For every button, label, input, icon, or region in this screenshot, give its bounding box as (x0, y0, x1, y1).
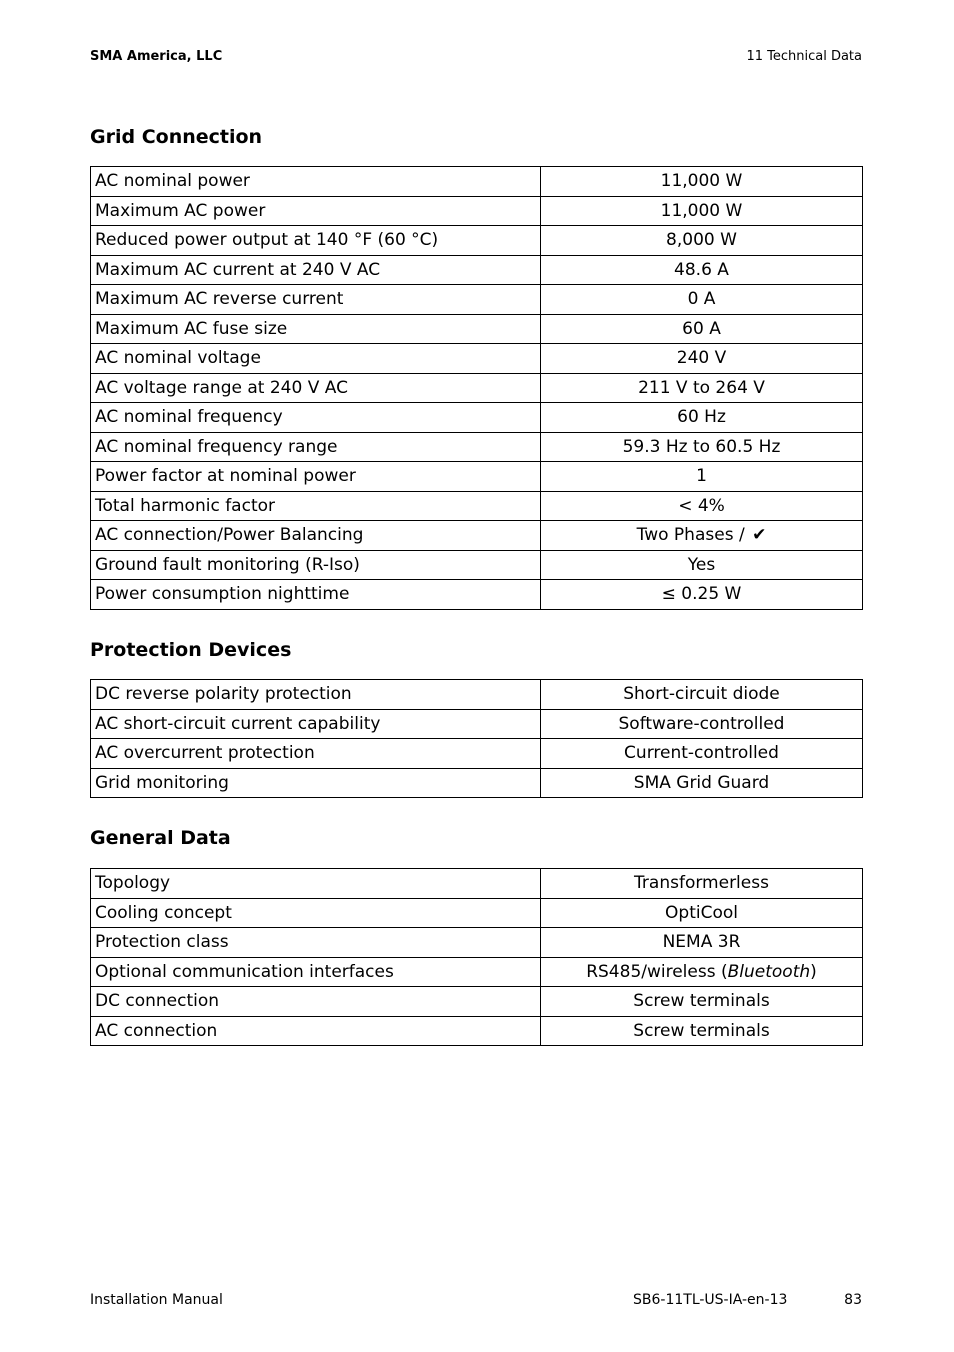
spec-value: 11,000 W (541, 167, 863, 197)
general-data-table (90, 868, 863, 1046)
spec-value (541, 521, 863, 551)
spec-value: Short-circuit diode (541, 680, 863, 710)
table-row (91, 898, 863, 928)
table-row (91, 739, 863, 769)
spec-value: Current-controlled (541, 739, 863, 769)
table-row (91, 344, 863, 374)
table-row (91, 314, 863, 344)
spec-value: 59.3 Hz to 60.5 Hz (541, 432, 863, 462)
table-row (91, 580, 863, 610)
table-row (91, 403, 863, 433)
table-row (91, 550, 863, 580)
spec-label: Total harmonic factor (91, 491, 541, 521)
spec-label: AC connection/Power Balancing (91, 521, 541, 551)
spec-label: Power consumption nighttime (91, 580, 541, 610)
spec-value: 240 V (541, 344, 863, 374)
grid-connection-table (90, 166, 863, 610)
spec-value-text: Two Phases / (636, 525, 751, 546)
spec-label: AC nominal power (91, 167, 541, 197)
table-row (91, 709, 863, 739)
spec-label: AC nominal frequency (91, 403, 541, 433)
spec-value: OptiCool (541, 898, 863, 928)
checkmark-icon: ✔ (752, 525, 767, 546)
spec-value-text-end: ) (810, 961, 817, 982)
spec-value (541, 957, 863, 987)
spec-label: AC nominal frequency range (91, 432, 541, 462)
table-row (91, 768, 863, 798)
spec-label: AC connection (91, 1016, 541, 1046)
section-title-grid-connection: Grid Connection (90, 126, 263, 148)
spec-value: Screw terminals (541, 987, 863, 1017)
spec-value: 11,000 W (541, 196, 863, 226)
spec-label: Grid monitoring (91, 768, 541, 798)
spec-value: Screw terminals (541, 1016, 863, 1046)
spec-value: Software-controlled (541, 709, 863, 739)
spec-label: DC reverse polarity protection (91, 680, 541, 710)
spec-label: AC short-circuit current capability (91, 709, 541, 739)
table-row (91, 869, 863, 899)
spec-value: Transformerless (541, 869, 863, 899)
spec-label: DC connection (91, 987, 541, 1017)
spec-value-text: RS485/wireless ( (586, 961, 728, 982)
spec-value: NEMA 3R (541, 928, 863, 958)
table-row (91, 285, 863, 315)
table-row (91, 255, 863, 285)
spec-label: AC nominal voltage (91, 344, 541, 374)
spec-value: ≤ 0.25 W (541, 580, 863, 610)
spec-value: 1 (541, 462, 863, 492)
page-number: 83 (844, 1292, 862, 1308)
table-row (91, 226, 863, 256)
spec-label: Maximum AC power (91, 196, 541, 226)
spec-value: < 4% (541, 491, 863, 521)
table-row (91, 373, 863, 403)
spec-value: SMA Grid Guard (541, 768, 863, 798)
section-title-protection-devices: Protection Devices (90, 639, 292, 661)
table-row (91, 432, 863, 462)
spec-label: Maximum AC fuse size (91, 314, 541, 344)
section-title-general-data: General Data (90, 827, 231, 849)
table-row (91, 680, 863, 710)
table-row (91, 462, 863, 492)
spec-value: 0 A (541, 285, 863, 315)
spec-value: Yes (541, 550, 863, 580)
table-row (91, 196, 863, 226)
spec-label: Protection class (91, 928, 541, 958)
spec-label: Maximum AC current at 240 V AC (91, 255, 541, 285)
company-name: SMA America, LLC (90, 49, 223, 64)
spec-value-italic: Bluetooth (727, 961, 811, 982)
spec-value: 60 A (541, 314, 863, 344)
table-row (91, 521, 863, 551)
footer-document-code: SB6-11TL-US-IA-en-13 (633, 1292, 788, 1308)
table-row (91, 491, 863, 521)
table-row (91, 987, 863, 1017)
spec-label: Optional communication interfaces (91, 957, 541, 987)
footer-manual-title: Installation Manual (90, 1292, 223, 1308)
spec-value: 8,000 W (541, 226, 863, 256)
spec-label: Reduced power output at 140 °F (60 °C) (91, 226, 541, 256)
spec-label: Ground fault monitoring (R-Iso) (91, 550, 541, 580)
spec-label: AC overcurrent protection (91, 739, 541, 769)
spec-value: 48.6 A (541, 255, 863, 285)
table-row (91, 167, 863, 197)
table-row (91, 1016, 863, 1046)
spec-label: Topology (91, 869, 541, 899)
spec-label: Cooling concept (91, 898, 541, 928)
spec-label: AC voltage range at 240 V AC (91, 373, 541, 403)
spec-label: Maximum AC reverse current (91, 285, 541, 315)
table-row (91, 928, 863, 958)
table-row (91, 957, 863, 987)
spec-label: Power factor at nominal power (91, 462, 541, 492)
protection-devices-table (90, 679, 863, 798)
chapter-title: 11 Technical Data (746, 49, 862, 64)
spec-value: 211 V to 264 V (541, 373, 863, 403)
spec-value: 60 Hz (541, 403, 863, 433)
